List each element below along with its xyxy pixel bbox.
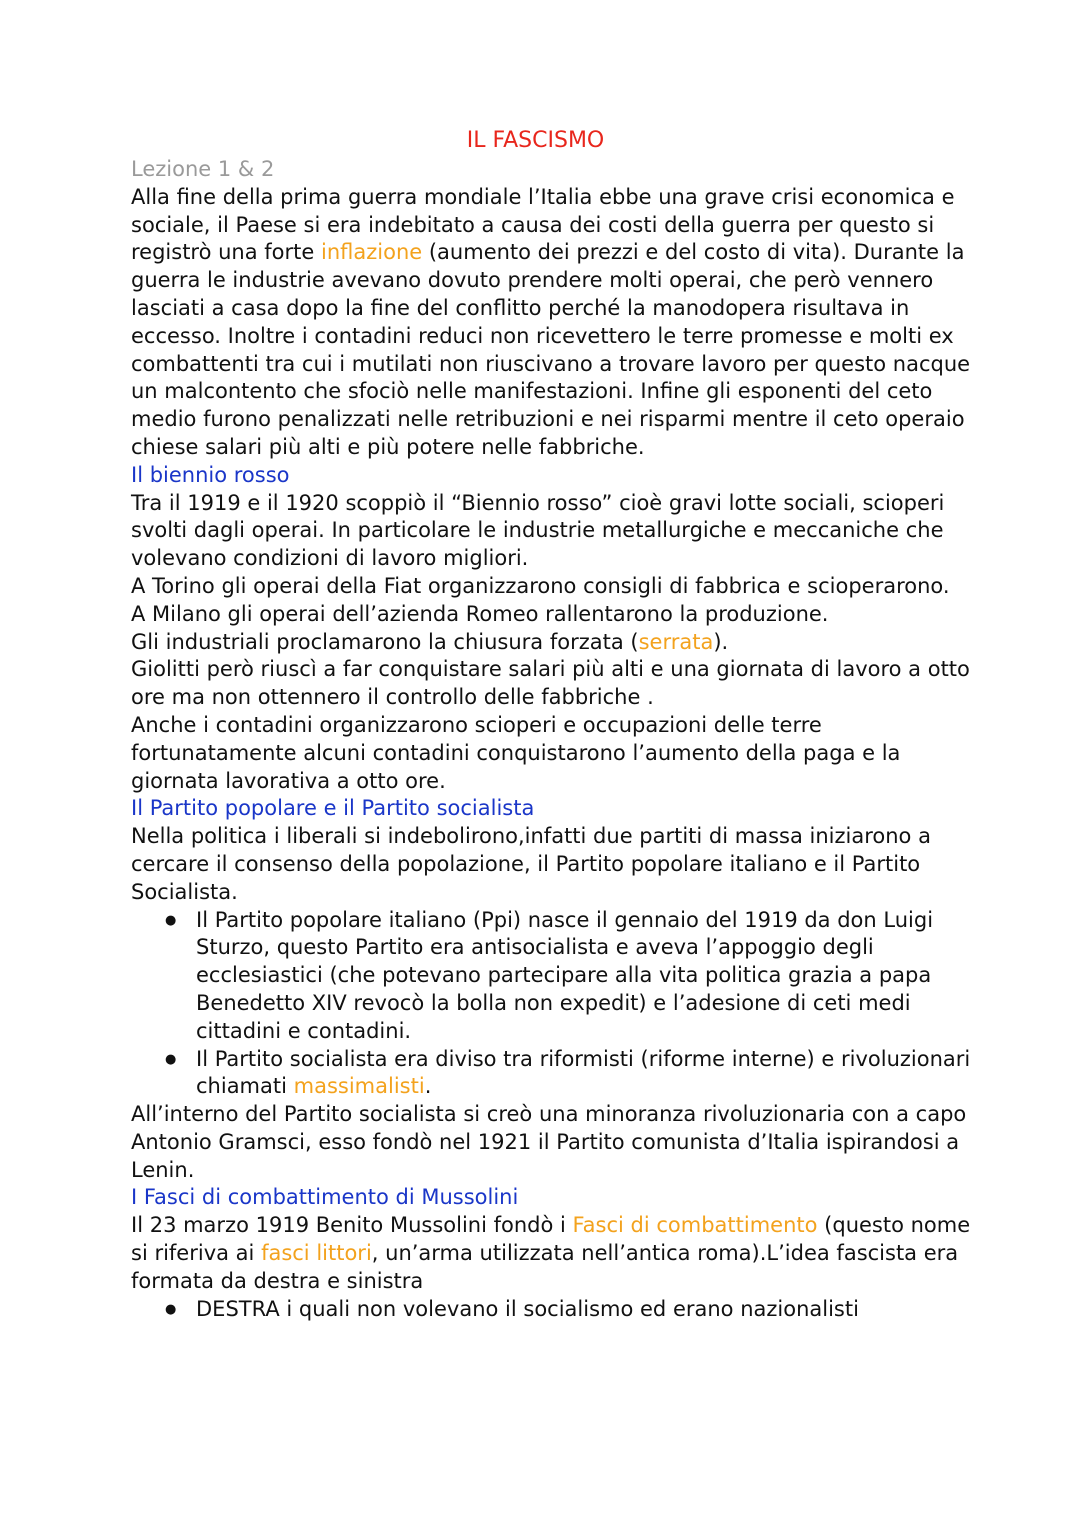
biennio-paragraph-1: Tra il 1919 e il 1920 scoppiò il “Biennio rosso” cioè gravi lotte sociali, scioperi svolti dagli operai. In particolare le industrie metallurgiche e meccaniche che volevano condizioni di lavoro migliori. <box>131 490 945 571</box>
list-item: ● Il Partito socialista era diviso tra riformisti (riforme interne) e rivoluzionari chiamati massimalisti. <box>196 1046 980 1102</box>
biennio-paragraph-6: Anche i contadini organizzarono scioperi e occupazioni delle terre fortunatamente alcuni contadini conquistarono l’aumento della paga e la giornata lavorativa a otto ore. <box>131 712 901 793</box>
fasci-paragraph-1: Il 23 marzo 1919 Benito Mussolini fondò i Fasci di combattimento (questo nome si riferiva ai fasci littori, un’arma utilizzata nell’antica roma).L’idea fascista era formata da destra e sinistra <box>131 1213 971 1293</box>
biennio-paragraph-5: Giolitti però riuscì a far conquistare salari più alti e una giornata di lavoro a otto ore ma non ottennero il controllo delle fabbriche . <box>131 657 970 710</box>
fasci-bullet-list <box>131 1296 980 1324</box>
partiti-paragraph-1: Nella politica i liberali si indebolirono,infatti due partiti di massa iniziarono a cercare il consenso della popolazione, il Partito popolare italiano e il Partito Socialista. <box>131 824 931 904</box>
document-title: IL FASCISMO <box>466 128 605 153</box>
intro-paragraph: Alla fine della prima guerra mondiale l’Italia ebbe una grave crisi economica e sociale, il Paese si era indebitato a causa dei costi della guerra per questo si registrò una forte inflazione (aumento dei prezzi e del costo di vita). Durante la guerra le industrie avevano dovuto prendere molti operai, che però vennero lasciati a casa dopo la fine del conflitto perché la manodopera risultava in eccesso. Inoltre i contadini reduci non ricevettero le terre promesse e molti ex combattenti tra cui i mutilati non riuscivano a trovare lavoro per questo nacque un malcontento che sfociò nelle manifestazioni. Infine gli esponenti del ceto medio furono penalizzati nelle retribuzioni e nei risparmi mentre il ceto operaio chiese salari più alti e più potere nelle fabbriche. <box>131 184 971 459</box>
biennio-paragraph-4: Gli industriali proclamarono la chiusura forzata (serrata). <box>131 629 729 654</box>
section-heading-partiti: Il Partito popolare e il Partito socialista <box>131 796 535 821</box>
lesson-subtitle: Lezione 1 & 2 <box>131 157 275 181</box>
term-serrata: serrata <box>638 629 714 654</box>
list-item: ● DESTRA i quali non volevano il socialismo ed erano nazionalisti <box>196 1296 980 1324</box>
list-item: ● Il Partito popolare italiano (Ppi) nasce il gennaio del 1919 da don Luigi Sturzo, questo Partito era antisocialista e aveva l’appoggio degli ecclesiastici (che potevano partecipare alla vita politica grazia a papa Benedetto XIV revocò la bolla non expedit) e l’adesione di ceti medi cittadini e contadini. <box>196 907 980 1046</box>
section-heading-biennio: Il biennio rosso <box>131 462 290 487</box>
term-inflazione: inflazione <box>321 240 423 265</box>
biennio-paragraph-2: A Torino gli operai della Fiat organizzarono consigli di fabbrica e scioperarono. <box>131 573 950 598</box>
partiti-paragraph-2: All’interno del Partito socialista si creò una minoranza rivoluzionaria con a capo Antonio Gramsci, esso fondò nel 1921 il Partito comunista d’Italia ispirandosi a Lenin. <box>131 1102 967 1182</box>
biennio-paragraph-3: A Milano gli operai dell’azienda Romeo rallentarono la produzione. <box>131 601 829 626</box>
section-heading-fasci: I Fasci di combattimento di Mussolini <box>131 1185 519 1210</box>
term-fasci-di-combattimento: Fasci di combattimento <box>572 1213 818 1238</box>
term-massimalisti: massimalisti <box>293 1074 425 1099</box>
partiti-bullet-list <box>131 907 980 1102</box>
term-fasci-littori: fasci littori <box>261 1241 372 1266</box>
